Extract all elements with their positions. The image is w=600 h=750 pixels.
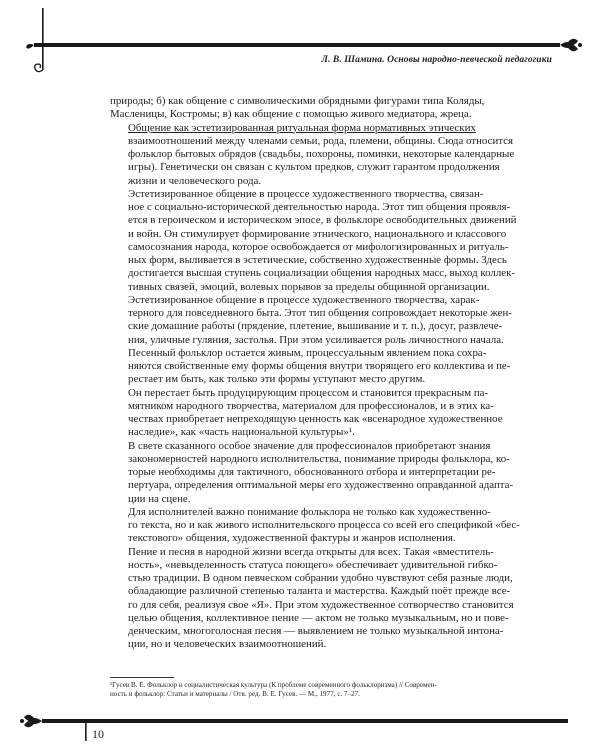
page-number: 10: [92, 727, 104, 741]
paragraph-5: [110, 347, 534, 387]
text-line: Песенный фольклор остается живым, процессуальным явлением пока сохра-: [128, 346, 487, 359]
text-line: и войн. Он стимулирует формирование этнического, национального и классового: [128, 227, 507, 240]
text-line: торые необходимы для тактичного, обоснованного отбора и интерпретации ре-: [128, 466, 496, 478]
text-line: В свете сказанного особое значение для профессионалов приобретают знания: [128, 439, 491, 452]
paragraph-8: [110, 506, 534, 546]
text-line: го текста, но и как живого исполнительского процесса со всей его спецификой «бес-: [128, 519, 520, 531]
paragraph-4: [110, 294, 534, 347]
text-line: закономерностей народного исполнительства, понимание природы фольклора, ко-: [128, 452, 510, 465]
text-line: ции на сцене.: [128, 492, 191, 505]
footnote: [110, 681, 540, 699]
text-line: пертуара, определения оптимальной меры его художественно оправданной адапта-: [128, 479, 514, 492]
footnote-divider: [110, 677, 174, 678]
text-line: ния, уличные гуляния, застолья. При этом усиливается роль личностного начала.: [128, 333, 504, 346]
text-line: Эстетизированное общение в процессе художественного творчества, харак-: [128, 293, 480, 306]
text-line: фольклор бытовых обрядов (свадьбы, похороны, поминки, некоторые календарные: [128, 148, 515, 160]
text-line: рестает им быть, как только эти формы уступают место другим.: [128, 373, 426, 386]
text-line: Эстетизированное общение в процессе художественного творчества, связан-: [128, 187, 484, 200]
text-line: достигается высшая ступень социализации общения народных масс, выход коллек-: [128, 267, 516, 280]
text-line: стью традиции. В одном певческом собрании удобно чувствуют себя разные люди,: [128, 572, 513, 584]
underlined-text: Общение как эстетизированная ритуальная форма нормативных этических: [128, 121, 476, 134]
text-line: няются свойственные ему формы общения внутри творящего его коллектива и пе-: [128, 360, 511, 372]
text-line: Он перестает быть продуцирующим процессом и становится прекрасным па-: [128, 386, 489, 399]
text-line: Пение и песня в народной жизни всегда открыты для всех. Такая «вместитель-: [128, 545, 494, 558]
text-line: тивных связей, эмоций, волевых порывов за пределы общинной организации.: [128, 280, 490, 293]
text-line: взаимоотношений между членами семьи, рода, племени, общины. Сюда относится: [128, 134, 514, 147]
footnote-line: ность и фольклор: Статьи и материалы / Отв. ред. В. Е. Гусев. — М., 1977, с. 7–27.: [110, 690, 360, 699]
text-line: Для исполнителей важно понимание фольклора не только как художественно-: [128, 505, 491, 518]
footer-ornament: [0, 702, 600, 750]
paragraph-9: [110, 546, 534, 652]
text-line: текстового» общения, художественной фактуры и жанров исполнения.: [128, 532, 456, 545]
text-line: целью общения, коллективное пение — актом не только музыкальным, но и пове-: [128, 611, 509, 624]
body-text: [110, 95, 534, 652]
text-line: самосознания народа, которое освобождается от мифологизированных и ритуаль-: [128, 240, 509, 253]
text-line: обладающие различной степенью таланта и мастерства. Каждый поёт прежде все-: [128, 585, 511, 598]
text-line: го для себя, реализуя свое «Я». При этом художественное сотворчество становится: [128, 598, 514, 611]
text-line: мятником народного творчества, материалом для профессионалов, и в этих ка-: [128, 399, 494, 412]
text-line: жизни и человеческого рода.: [128, 174, 262, 187]
text-line: наследие», как «часть национальной культуры»¹.: [128, 426, 355, 439]
text-line: ется в героическом и историческом эпосе, в фольклоре освободительных движений: [128, 214, 517, 227]
text-line: терного для повседневного быта. Этот тип общения сопровождает некоторые жен-: [128, 307, 512, 319]
text-line: ных форм, выливается в эстетические, собственно художественные формы. Здесь: [128, 254, 507, 266]
running-title: Л. В. Шамина. Основы народно-певческой педагогики: [321, 55, 552, 65]
paragraph-3: [110, 188, 534, 294]
text-line: природы; б) как общение с символическими обрядными фигурами типа Коляды,: [110, 95, 485, 107]
header-ornament: [0, 0, 600, 80]
paragraph-6: [110, 387, 534, 440]
text-line: ность», «невыделенность статуса поющего» обеспечивает удивительной гибко-: [128, 558, 498, 571]
paragraph-1: [110, 95, 534, 122]
footnote-line: ¹Гусев В. Е. Фольклор и социалистическая культура (К проблеме современного фольклоризма) // Современ-: [110, 681, 437, 689]
text-line: чествах приобретает непреходящую ценность как «всенародное художественное: [128, 413, 503, 425]
text-line: [110, 122, 534, 135]
text-line: денческим, многоголосная песня — выявлением не только музыкальной интона-: [128, 625, 504, 637]
text-line: Масленицы, Костромы; в) как общение с помощью живого медиатора, жреца.: [110, 108, 472, 121]
text-line: игры). Генетически он связан с культом предков, служит гарантом продолжения: [128, 161, 500, 174]
paragraph-7: [110, 440, 534, 506]
text-line: ции, но и человеческих взаимоотношений.: [128, 638, 327, 651]
text-line: ские домашние работы (прядение, плетение, вышивание и т. п.), досуг, развлече-: [128, 320, 503, 333]
paragraph-2: [110, 122, 534, 188]
text-line: ное с социально-исторической деятельностью народа. Этот тип общения проявля-: [128, 201, 511, 213]
